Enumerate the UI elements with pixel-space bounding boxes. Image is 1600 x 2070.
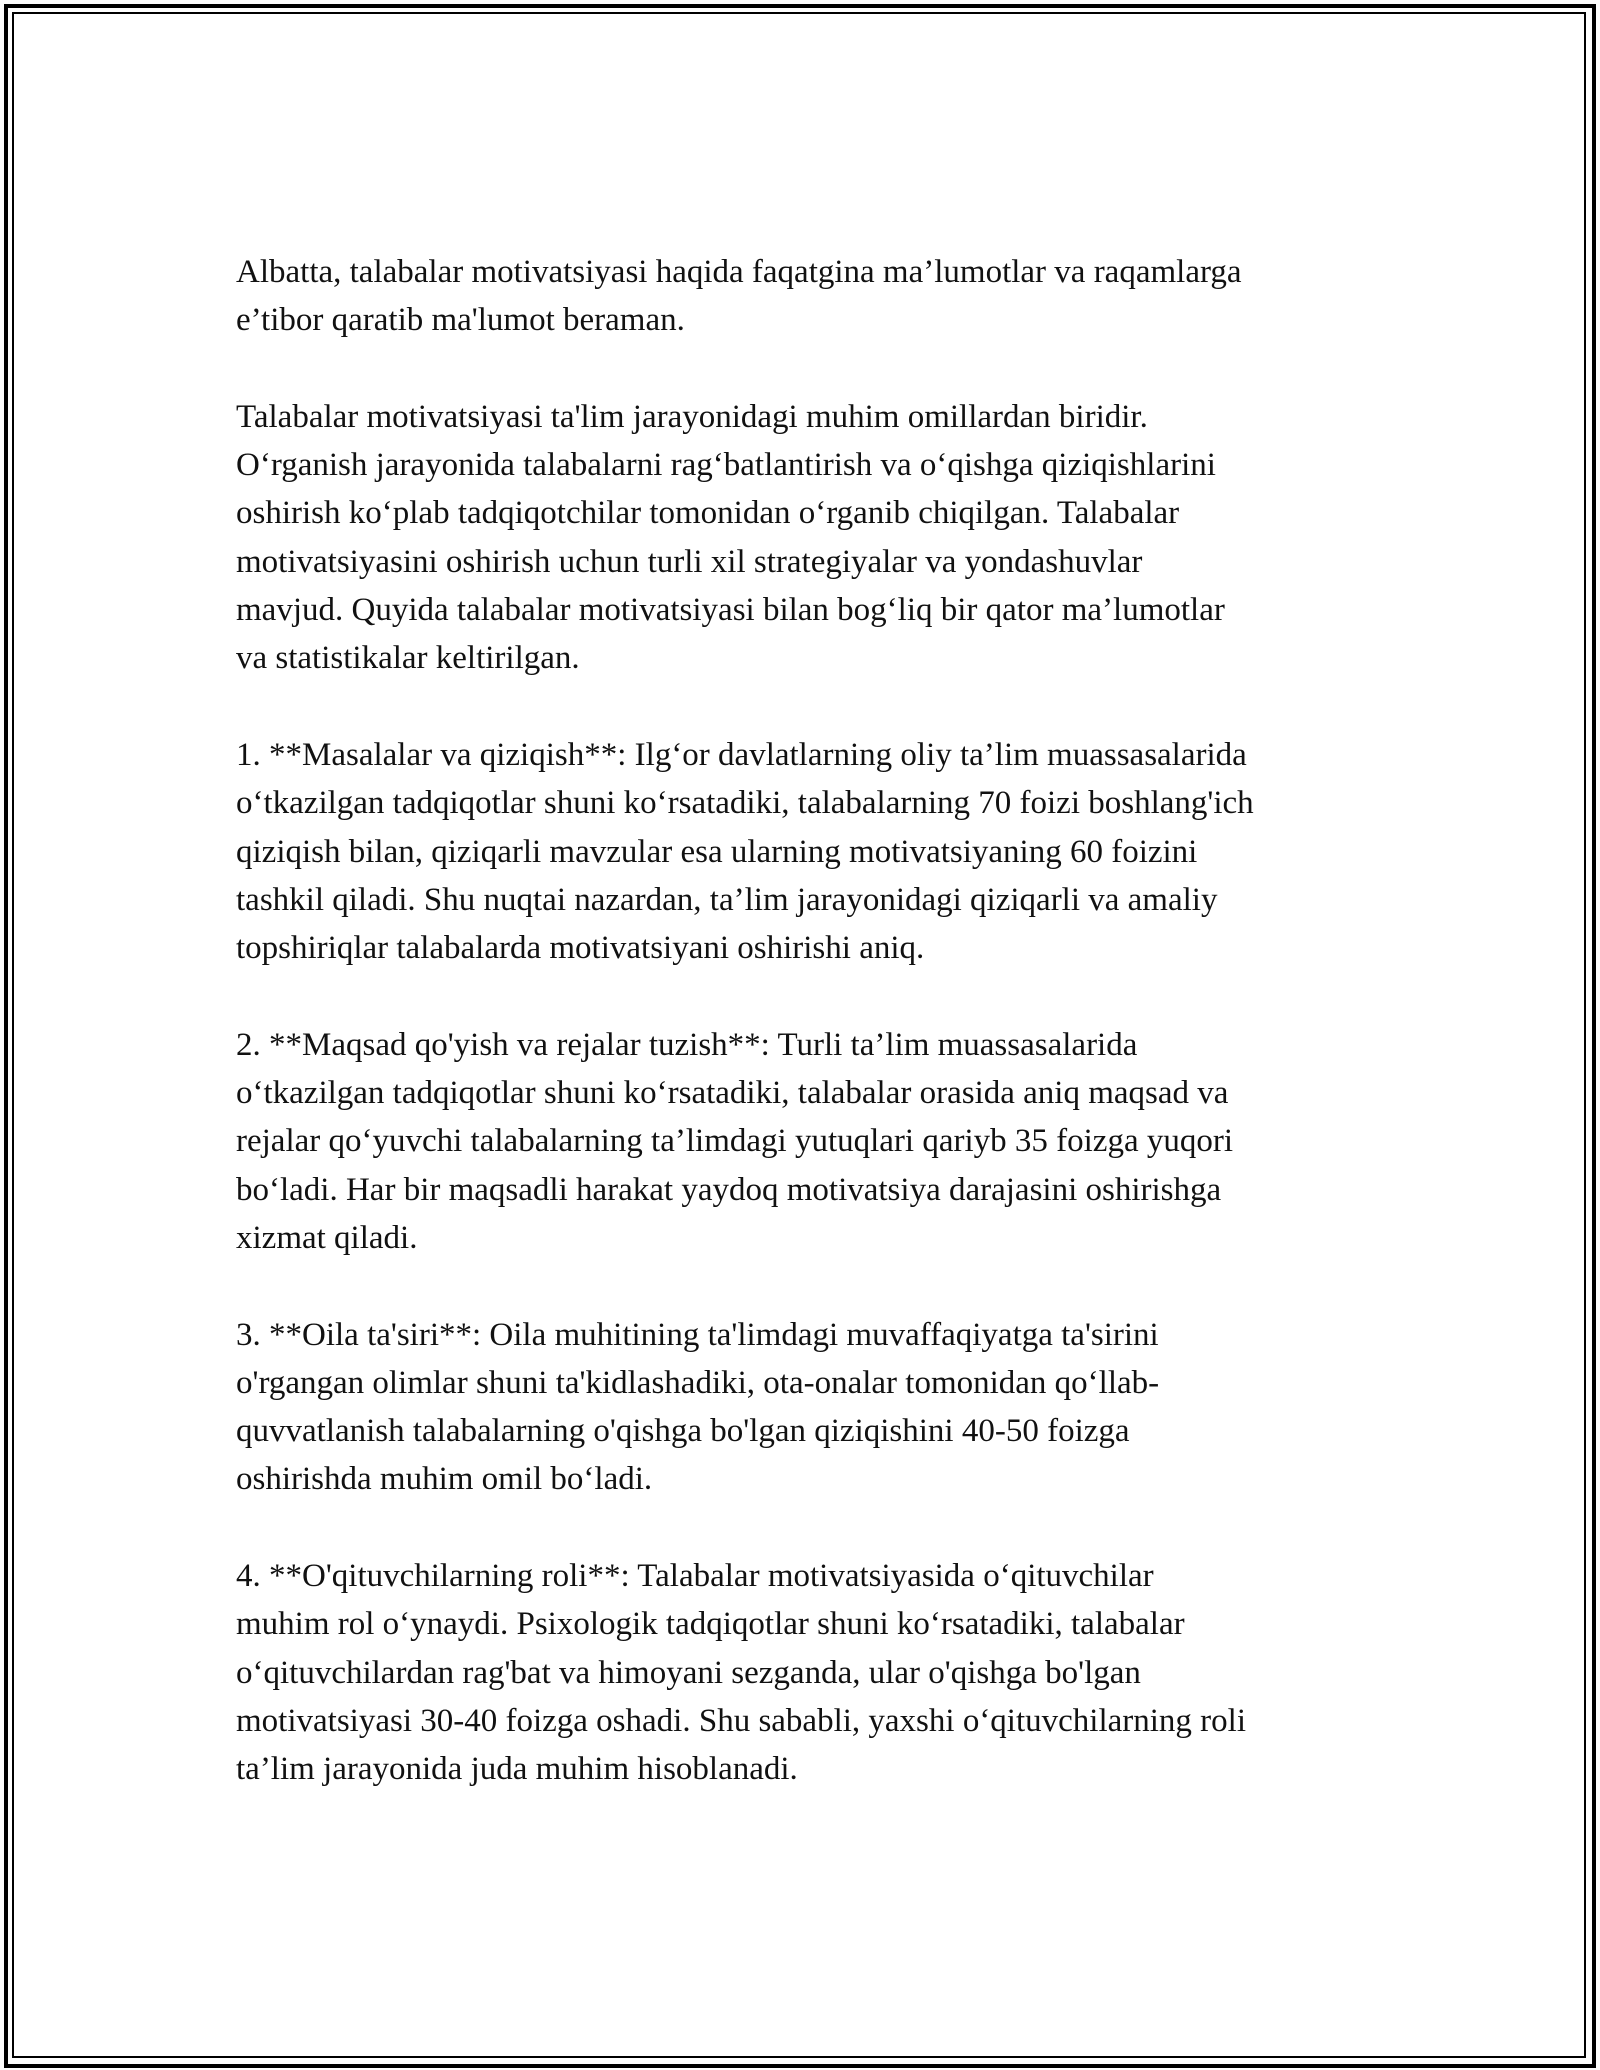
intro-paragraph: Albatta, talabalar motivatsiyasi haqida faqatgina ma’lumotlar va raqamlarga e’tibor qaratib ma'lumot beraman. bbox=[236, 254, 1242, 339]
list-item-interest: 1. **Masalalar va qiziqish**: Ilg‘or davlatlarning oliy ta’lim muassasalarida o‘tkazilgan tadqiqotlar shuni ko‘rsatadiki, talabalarning 70 foizi boshlang'ich qiziqish bilan, qiziqarli mavzular esa ularning motivatsiyaning 60 foizini tashkil qiladi. Shu nuqtai nazardan, ta’lim jarayonidagi qiziqarli va amaliy topshiriqlar talabalarda motivatsiyani oshirishi aniq. bbox=[236, 736, 1254, 967]
list-item-family-influence: 3. **Oila ta'siri**: Oila muhitining ta'limdagi muvaffaqiyatga ta'sirini o'rgangan olimlar shuni ta'kidlashadiki, ota-onalar tomonidan qo‘llab- quvvatlanish talabalarning o'qishga bo'lgan qiziqishini 40-50 foizga oshirishda muhim omil bo‘ladi. bbox=[236, 1316, 1160, 1498]
overview-paragraph: Talabalar motivatsiyasi ta'lim jarayonidagi muhim omillardan biridir. O‘rganish jarayonida talabalarni rag‘batlantirish va o‘qishga qiziqishlarini oshirish ko‘plab tadqiqotchilar tomonidan o‘rganib chiqilgan. Talabalar motivatsiyasini oshirish uchun turli xil strategiyalar va yondashuvlar mavjud. Quyida talabalar motivatsiyasi bilan bog‘liq bir qator ma’lumotlar va statistikalar keltirilgan. bbox=[236, 398, 1225, 677]
list-item-goal-setting: 2. **Maqsad qo'yish va rejalar tuzish**: Turli ta’lim muassasalarida o‘tkazilgan tadqiqotlar shuni ko‘rsatadiki, talabalar orasida aniq maqsad va rejalar qo‘yuvchi talabalarning ta’limdagi yutuqlari qariyb 35 foizga yuqori bo‘ladi. Har bir maqsadli harakat yaydoq motivatsiya darajasini oshirishga xizmat qiladi. bbox=[236, 1026, 1233, 1256]
document-body bbox=[236, 248, 1386, 1842]
list-item-teacher-role: 4. **O'qituvchilarning roli**: Talabalar motivatsiyasida o‘qituvchilar muhim rol o‘ynaydi. Psixologik tadqiqotlar shuni ko‘rsatadiki, talabalar o‘qituvchilardan rag'bat va himoyani sezganda, ular o'qishga bo'lgan motivatsiyasi 30-40 foizga oshadi. Shu sababli, yaxshi o‘qituvchilarning roli ta’lim jarayonida juda muhim hisoblanadi. bbox=[236, 1558, 1247, 1788]
